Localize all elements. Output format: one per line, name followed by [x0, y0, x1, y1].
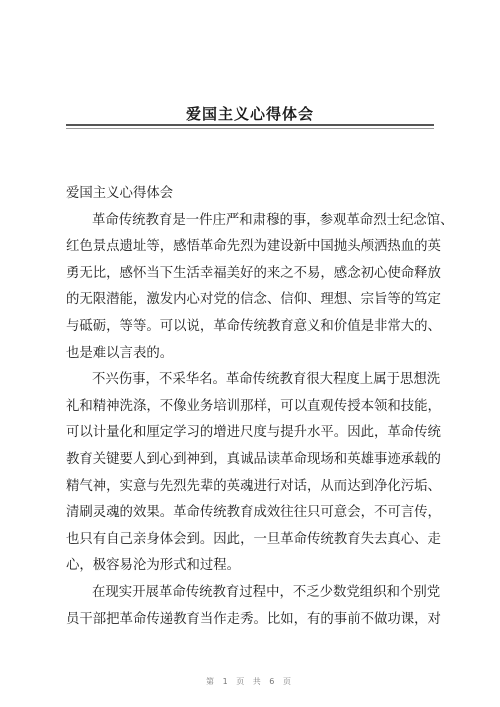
paragraph-line: 也只有自己亲身体会到。因此，一旦革命传统教育失去真心、走 — [66, 531, 441, 547]
page-footer: 第 1 页 共 6 页 — [206, 677, 294, 686]
title-divider — [66, 124, 434, 126]
paragraph-line: 精气神，实意与先烈先辈的英魂进行对话，从而达到净化污垢、 — [66, 478, 441, 494]
paragraph-line: 的无限潜能，激发内心对党的信念、信仰、理想、宗旨等的笃定 — [66, 292, 441, 308]
paragraph-line: 不兴伤事，不采华名。革命传统教育很大程度上属于思想洗 — [92, 372, 441, 388]
paragraph-line: 可以计量化和厘定学习的增进尺度与提升水平。因此，革命传统 — [66, 425, 441, 441]
paragraph-line: 清刷灵魂的效果。革命传统教育成效往往只可意会，不可言传， — [66, 505, 441, 521]
page-title: 爱国主义心得体会 — [185, 105, 314, 123]
paragraph-line: 勇无比，感怀当下生活幸福美好的来之不易，感念初心使命释放 — [66, 265, 441, 281]
paragraph-line: 红色景点遗址等，感悟革命先烈为建设新中国抛头颅洒热血的英 — [66, 239, 441, 255]
paragraph-line: 革命传统教育是一件庄严和肃穆的事，参观革命烈士纪念馆、 — [92, 212, 454, 228]
paragraph-line: 教育关键要人到心到神到，真诚品读革命现场和英雄事迹承载的 — [66, 451, 441, 467]
paragraph-line: 心，极容易沦为形式和过程。 — [66, 558, 241, 574]
paragraph-line: 在现实开展革命传统教育过程中，不乏少数党组织和个别党 — [92, 584, 441, 600]
title-divider-thin — [66, 128, 434, 129]
subheading: 爱国主义心得体会 — [66, 186, 174, 201]
body-text — [66, 181, 456, 633]
paragraph-line: 礼和精神洗涤，不像业务培训那样，可以直观传授本领和技能， — [66, 398, 441, 414]
paragraph-line: 也是难以言表的。 — [66, 345, 174, 361]
paragraph-line: 员干部把革命传递教育当作走秀。比如，有的事前不做功课，对 — [66, 611, 441, 627]
paragraph-line: 与砥砺，等等。可以说，革命传统教育意义和价值是非常大的、 — [66, 318, 441, 334]
